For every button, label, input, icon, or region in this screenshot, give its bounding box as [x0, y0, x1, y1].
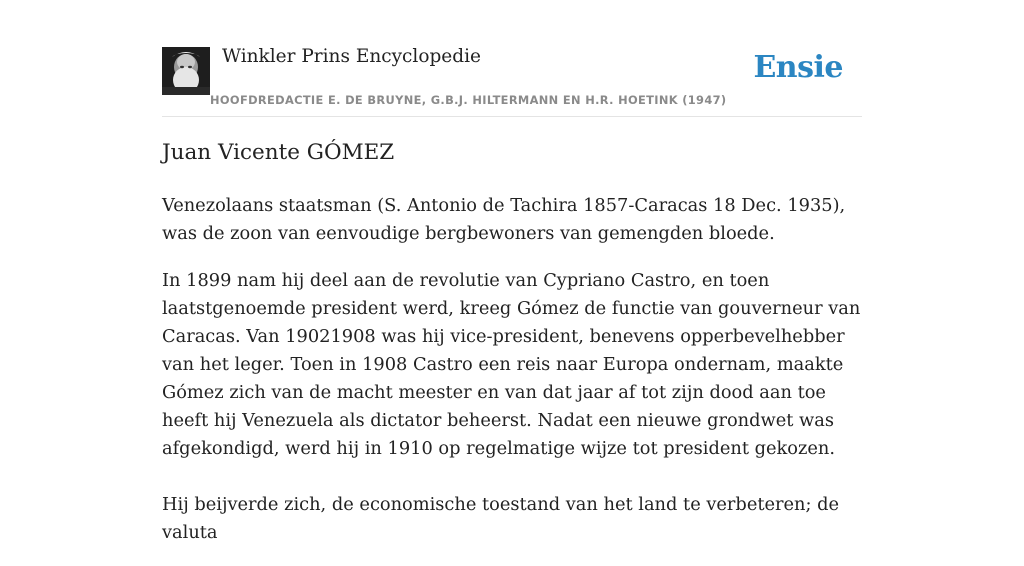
paragraph: In 1899 nam hij deel aan de revolutie van Cypriano Castro, en toen laatstgenoemde president werd, kreeg Gómez de functie van gouverneur van Caracas. Van 19021908 was hij vice-president, benevens opperbevelhebber van het leger. Toen in 1908 Castro een reis naar Europa ondernam, maakte Gómez zich van de macht meester en van dat jaar af tot zijn dood aan toe heeft hij Venezuela als dictator beheerst. Nadat een nieuwe grondwet was afgekondigd, werd hij in 1910 op regelmatige wijze tot president gekozen.	[162, 270, 861, 459]
encyclopedia-header	[162, 38, 862, 117]
article-title: Juan Vicente GÓMEZ	[162, 140, 395, 165]
paragraph: Venezolaans staatsman (S. Antonio de Tachira 1857-Caracas 18 Dec. 1935), was de zoon van eenvoudige bergbewoners van gemengden bloede.	[162, 195, 846, 244]
author-portrait-icon	[162, 47, 210, 95]
paragraph: Hij beijverde zich, de economische toestand van het land te verbeteren; de valuta	[162, 494, 840, 543]
ensie-logo-link[interactable]: Ensie	[753, 50, 843, 85]
article-body	[162, 192, 862, 566]
encyclopedia-title[interactable]: Winkler Prins Encyclopedie	[222, 46, 481, 67]
page-container	[162, 0, 862, 543]
editors-credit: HOOFDREDACTIE E. DE BRUYNE, G.B.J. HILTERMANN EN H.R. HOETINK (1947)	[210, 93, 727, 107]
